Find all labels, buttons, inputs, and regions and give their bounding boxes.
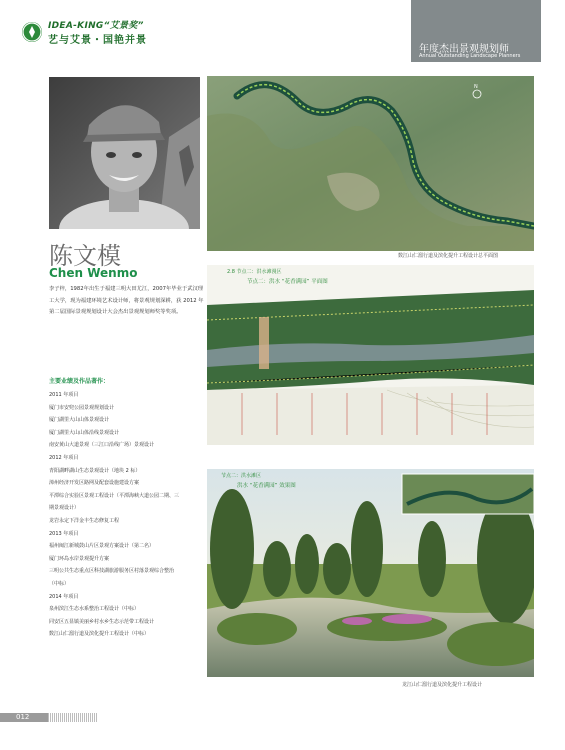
works-year-heading: 2014 年项目 — [49, 593, 79, 600]
brand-name-en: IDEA-KING“艾景奖” — [48, 21, 144, 31]
bio-line: 工大学，现为福建环境艺术设计师，将景观规划深耕，获 2012 年 — [49, 297, 204, 304]
works-list-item: 数江山仁溜行道及滨化提升工程设计（中标） — [49, 631, 150, 638]
mid-figure-label-1: 2.8 节点二：洪水滩漫区 — [227, 269, 282, 275]
works-list-item: 厦门市安兜公园景观规划设计 — [49, 404, 115, 411]
footer-stripe — [48, 713, 98, 722]
bio-line: 第二届国际景观规划设计大会杰出景观规划师奖等奖项。 — [49, 309, 182, 315]
works-year-heading: 2013 年项目 — [49, 530, 79, 537]
brand-logo-icon — [22, 22, 42, 42]
brand-slogan: 艺与艾景・国艳并景 — [48, 35, 147, 46]
designer-name-cn: 陈文模 — [49, 242, 121, 270]
svg-text:N: N — [474, 84, 478, 90]
node-plan-image — [207, 265, 534, 445]
works-list-item: 期景观设计） — [49, 505, 80, 512]
banner-title: 年度杰出景观规划师 — [419, 44, 509, 55]
bottom-figure-caption: 龙江山仁溜行道及滨化提升工程设计 — [402, 682, 483, 688]
aerial-master-plan-image — [207, 76, 534, 251]
bio-line: 李子梓，1982年出生于福建三明大田尤江，2007年毕业于武汉理 — [49, 286, 204, 292]
works-year-heading: 2012 年项目 — [49, 454, 79, 461]
works-list-item: 平潭综合实验区景观工程设计（平潭海峡大道公园二期、三 — [49, 492, 180, 499]
portrait-photo — [49, 77, 200, 229]
bot-figure-label-1: 节点二：洪水滩区 — [221, 473, 262, 479]
works-list-item: 漳州经济开发区路网及配套设施建设方案 — [49, 480, 140, 487]
node-rendering-image — [207, 469, 534, 677]
works-list-item: 同安区五显镇美丽乡村水乡生态示范带工程设计 — [49, 618, 155, 625]
page-number: 012 — [16, 713, 30, 721]
works-year-heading: 2011 年项目 — [49, 392, 79, 398]
works-heading: 主要业绩及作品著作： — [49, 378, 110, 385]
works-list-item: 三明公共生态重点区科技湖旅游服务区村落景观综合整治 — [49, 568, 175, 575]
works-list-item: 泉州滨江生态水系整治工程设计（中标） — [49, 606, 140, 613]
works-list-item: 厦门湖里大山山体景观设计 — [49, 417, 110, 424]
works-list-item: 龙岩永定下洋金丰生态修复工程 — [49, 517, 120, 524]
works-list-item: 福州闽江新城鼓山片区景观方案设计（第二名） — [49, 543, 155, 550]
mid-figure-label-2: 节点二：洪水 “花香满园” 平面图 — [247, 279, 328, 285]
works-list — [49, 389, 214, 641]
works-list-item: 青阳湖畔湖山生态景观设计（地块 2 标） — [49, 467, 141, 474]
designer-bio — [49, 284, 211, 319]
top-figure-caption: 数江山仁溜行道及滨化提升工程设计总平面图 — [398, 253, 499, 259]
bot-figure-label-2: 洪水 “花香满园” 效果图 — [237, 483, 296, 489]
banner-subtitle: Annual Outstanding Landscape Planners — [419, 53, 521, 59]
works-list-item: 厦门环岛水岸景观提升方案 — [49, 555, 110, 562]
works-list-item: 厦门湖里大山山体沿线景观设计 — [49, 429, 120, 436]
designer-name-en: Chen Wenmo — [49, 266, 138, 280]
works-list-item: （中标） — [49, 580, 70, 587]
works-list-item: 南安黄山大道景观（三江口沿线广场）景观设计 — [49, 442, 155, 449]
